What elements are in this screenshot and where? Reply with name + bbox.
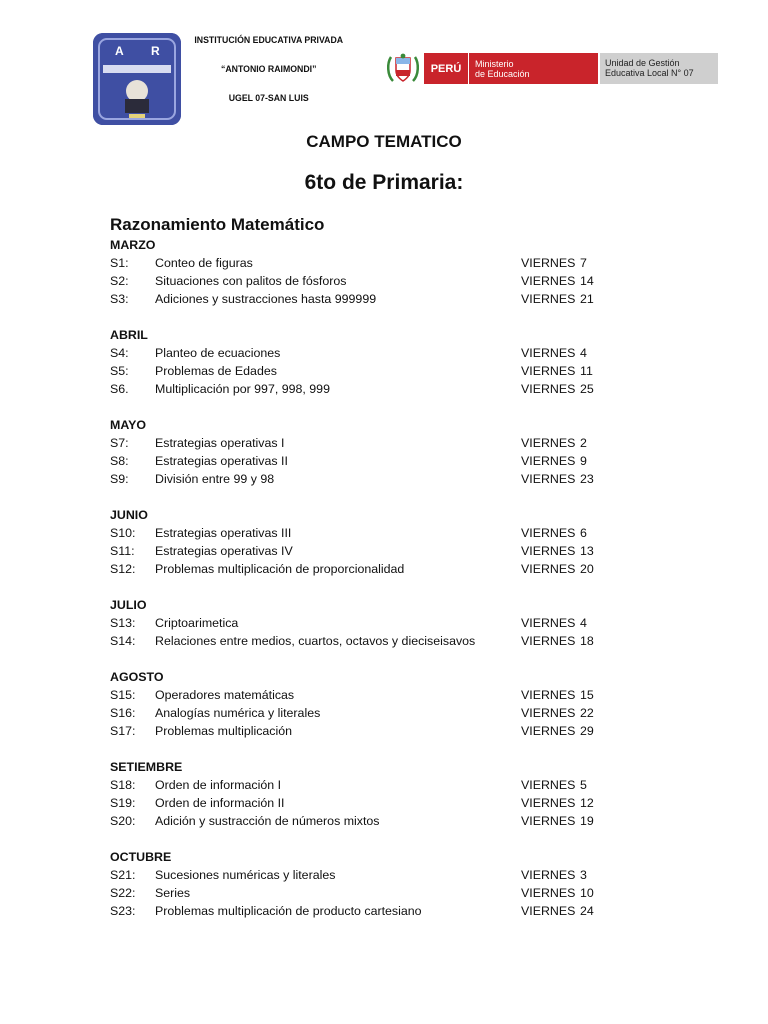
session-topic: Multiplicación por 997, 998, 999 <box>155 382 330 396</box>
month-block <box>110 668 670 740</box>
session-date: 29 <box>580 724 594 738</box>
session-code: S2: <box>110 274 129 288</box>
session-code: S23: <box>110 904 136 918</box>
session-day: VIERNES <box>521 868 576 882</box>
session-date: 6 <box>580 526 587 540</box>
session-topic: Orden de información II <box>155 796 285 810</box>
session-code: S3: <box>110 292 129 306</box>
month-name: SETIEMBRE <box>110 760 183 774</box>
session-date: 9 <box>580 454 587 468</box>
session-date: 10 <box>580 886 594 900</box>
session-day: VIERNES <box>521 796 576 810</box>
session-topic: Orden de información I <box>155 778 282 792</box>
session-day: VIERNES <box>521 544 576 558</box>
session-day: VIERNES <box>521 292 576 306</box>
session-day: VIERNES <box>521 724 576 738</box>
session-topic: Estrategias operativas III <box>155 526 292 540</box>
session-topic: División entre 99 y 98 <box>155 472 275 486</box>
session-day: VIERNES <box>521 274 576 288</box>
session-row <box>110 704 670 722</box>
schedule-list <box>110 236 670 938</box>
ugel-line-2: Educativa Local N° 07 <box>605 68 694 78</box>
peru-coat-of-arms-icon <box>385 53 421 86</box>
session-topic: Estrategias operativas II <box>155 454 288 468</box>
month-block <box>110 236 670 308</box>
country-label: PERÚ <box>430 62 462 75</box>
session-day: VIERNES <box>521 346 576 360</box>
session-code: S15: <box>110 688 136 702</box>
session-row <box>110 524 670 542</box>
session-date: 21 <box>580 292 594 306</box>
session-row <box>110 884 670 902</box>
session-date: 11 <box>580 364 593 378</box>
session-date: 15 <box>580 688 594 702</box>
institution-type: INSTITUCIÓN EDUCATIVA PRIVADA <box>194 35 344 46</box>
session-day: VIERNES <box>521 454 576 468</box>
session-topic: Operadores matemáticas <box>155 688 295 702</box>
session-code: S4: <box>110 346 129 360</box>
session-topic: Analogías numérica y literales <box>155 706 321 720</box>
session-row <box>110 254 670 272</box>
session-day: VIERNES <box>521 526 576 540</box>
institution-name: “ANTONIO RAIMONDI” <box>220 64 317 75</box>
session-row <box>110 380 670 398</box>
school-logo <box>93 33 181 125</box>
month-name: OCTUBRE <box>110 850 172 864</box>
month-block <box>110 416 670 488</box>
session-date: 18 <box>580 634 594 648</box>
session-topic: Situaciones con palitos de fósforos <box>155 274 347 288</box>
session-date: 13 <box>580 544 594 558</box>
session-topic: Relaciones entre medios, cuartos, octavos y dieciseisavos <box>155 634 476 648</box>
session-date: 22 <box>580 706 594 720</box>
session-code: S17: <box>110 724 136 738</box>
session-row <box>110 632 670 650</box>
session-day: VIERNES <box>521 688 576 702</box>
session-row <box>110 542 670 560</box>
month-name: ABRIL <box>110 328 148 342</box>
session-day: VIERNES <box>521 904 576 918</box>
session-day: VIERNES <box>521 382 576 396</box>
ministry-name <box>469 59 530 79</box>
session-row <box>110 272 670 290</box>
month-block <box>110 596 670 650</box>
session-code: S1: <box>110 256 129 270</box>
month-name: MAYO <box>110 418 147 432</box>
session-topic: Criptoarimetica <box>155 616 239 630</box>
month-block <box>110 758 670 830</box>
session-code: S8: <box>110 454 129 468</box>
logo-letter-a: A <box>115 44 124 58</box>
ministry-banner <box>424 53 598 84</box>
session-day: VIERNES <box>521 436 576 450</box>
session-topic: Series <box>155 886 191 900</box>
session-code: S21: <box>110 868 136 882</box>
grade-subtitle: 6to de Primaria: <box>304 171 464 194</box>
month-name: AGOSTO <box>110 670 164 684</box>
session-code: S7: <box>110 436 129 450</box>
school-crest-icon <box>93 33 181 125</box>
session-code: S19: <box>110 796 136 810</box>
session-date: 14 <box>580 274 594 288</box>
session-row <box>110 344 670 362</box>
session-code: S12: <box>110 562 136 576</box>
session-topic: Problemas de Edades <box>155 364 277 378</box>
session-row <box>110 452 670 470</box>
ministry-name-line-1: Ministerio <box>475 58 514 69</box>
session-topic: Estrategias operativas IV <box>155 544 293 558</box>
session-day: VIERNES <box>521 256 576 270</box>
session-date: 2 <box>580 436 587 450</box>
session-day: VIERNES <box>521 706 576 720</box>
session-date: 4 <box>580 346 587 360</box>
session-row <box>110 560 670 578</box>
session-row <box>110 362 670 380</box>
session-topic: Adiciones y sustracciones hasta 999999 <box>155 292 377 306</box>
session-day: VIERNES <box>521 778 576 792</box>
document-title: CAMPO TEMATICO <box>306 132 462 151</box>
session-code: S5: <box>110 364 129 378</box>
session-date: 25 <box>580 382 594 396</box>
session-row <box>110 722 670 740</box>
session-day: VIERNES <box>521 472 576 486</box>
ministry-name-line-2: de Educación <box>475 68 530 79</box>
month-name: MARZO <box>110 238 156 252</box>
month-block <box>110 326 670 398</box>
session-row <box>110 902 670 920</box>
session-row <box>110 290 670 308</box>
session-row <box>110 470 670 488</box>
month-block <box>110 848 670 920</box>
institution-ugel: UGEL 07-SAN LUIS <box>228 93 309 104</box>
session-date: 7 <box>580 256 587 270</box>
session-date: 20 <box>580 562 594 576</box>
session-row <box>110 686 670 704</box>
session-code: S20: <box>110 814 136 828</box>
session-code: S13: <box>110 616 136 630</box>
session-date: 23 <box>580 472 594 486</box>
session-date: 24 <box>580 904 594 918</box>
session-topic: Problemas multiplicación de proporcionalidad <box>155 562 405 576</box>
session-date: 12 <box>580 796 594 810</box>
logo-letter-r: R <box>151 44 160 58</box>
month-block <box>110 506 670 578</box>
session-code: S16: <box>110 706 136 720</box>
ugel-banner <box>600 53 718 84</box>
session-day: VIERNES <box>521 634 576 648</box>
session-row <box>110 866 670 884</box>
session-code: S9: <box>110 472 129 486</box>
session-day: VIERNES <box>521 616 576 630</box>
session-topic: Problemas multiplicación de producto cartesiano <box>155 904 422 918</box>
session-code: S10: <box>110 526 136 540</box>
session-topic: Adición y sustracción de números mixtos <box>155 814 380 828</box>
session-date: 4 <box>580 616 587 630</box>
session-date: 19 <box>580 814 594 828</box>
month-name: JULIO <box>110 598 147 612</box>
session-row <box>110 812 670 830</box>
session-topic: Problemas multiplicación <box>155 724 293 738</box>
session-topic: Sucesiones numéricas y literales <box>155 868 336 882</box>
session-day: VIERNES <box>521 562 576 576</box>
institution-header <box>185 34 352 121</box>
ugel-line-1: Unidad de Gestión <box>605 58 680 68</box>
session-code: S14: <box>110 634 136 648</box>
session-code: S22: <box>110 886 136 900</box>
session-topic: Estrategias operativas I <box>155 436 285 450</box>
month-name: JUNIO <box>110 508 148 522</box>
subject-heading: Razonamiento Matemático <box>110 215 325 234</box>
session-code: S18: <box>110 778 136 792</box>
session-code: S11: <box>110 544 135 558</box>
session-row <box>110 794 670 812</box>
session-date: 3 <box>580 868 587 882</box>
session-row <box>110 614 670 632</box>
session-row <box>110 776 670 794</box>
session-topic: Planteo de ecuaciones <box>155 346 281 360</box>
session-row <box>110 434 670 452</box>
session-day: VIERNES <box>521 814 576 828</box>
session-topic: Conteo de figuras <box>155 256 253 270</box>
session-day: VIERNES <box>521 364 576 378</box>
session-day: VIERNES <box>521 886 576 900</box>
session-code: S6. <box>110 382 129 396</box>
session-date: 5 <box>580 778 587 792</box>
